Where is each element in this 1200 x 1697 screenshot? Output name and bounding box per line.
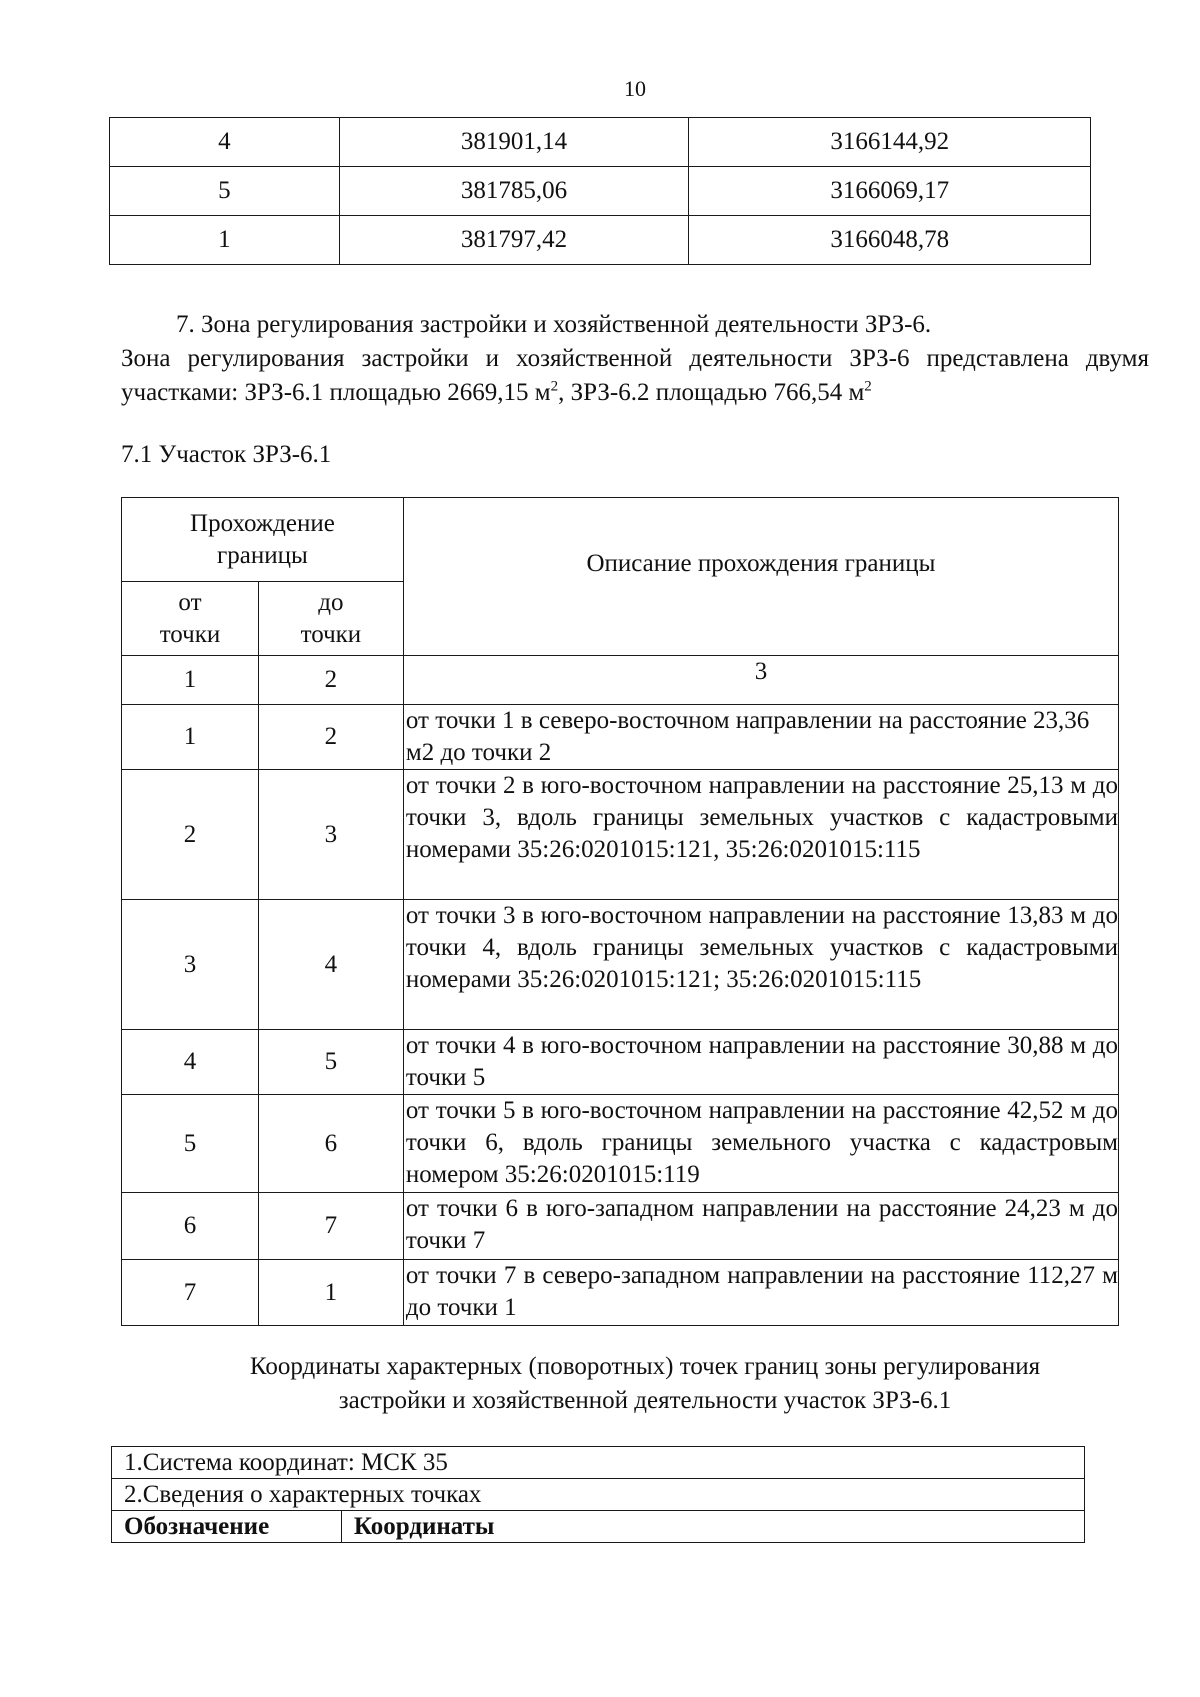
caption-line: застройки и хозяйственной деятельности участок ЗРЗ-6.1	[338, 1387, 952, 1414]
coordinate-y: 3166144,92	[689, 118, 1091, 167]
header-designation: Обозначение	[112, 1511, 342, 1543]
table-row	[122, 900, 1119, 1030]
coordinate-x: 381785,06	[339, 167, 689, 216]
boundary-description: от точки 3 в юго-восточном направлении на расстояние 13,83 м до точки 4, вдоль границы земельных участков с кадастровыми номерами 35:26:0201015:121; 35:26:0201015:115	[403, 900, 1118, 1030]
superscript: 2	[550, 378, 559, 395]
coordinate-system: 1.Система координат: МСК 35	[112, 1447, 1085, 1479]
column-number: 2	[258, 656, 403, 705]
column-numbers-row	[122, 656, 1119, 705]
coordinate-y: 3166069,17	[689, 167, 1091, 216]
table-row	[122, 1193, 1119, 1260]
points-info: 2.Сведения о характерных точках	[112, 1479, 1085, 1511]
coordinate-x: 381901,14	[339, 118, 689, 167]
to-point: 2	[258, 705, 403, 770]
to-point: 7	[258, 1193, 403, 1260]
section-body	[121, 342, 1149, 410]
from-point: 1	[122, 705, 259, 770]
point-number: 1	[110, 216, 340, 265]
coordinates-caption	[0, 1350, 1200, 1418]
point-number: 5	[110, 167, 340, 216]
table-header-row	[112, 1511, 1085, 1543]
from-point: 3	[122, 900, 259, 1030]
page-number: 10	[624, 76, 646, 101]
to-point: 3	[258, 770, 403, 900]
boundary-description: от точки 6 в юго-западном направлении на расстояние 24,23 м до точки 7	[403, 1193, 1118, 1260]
header-boundary-passage: Прохождение границы	[122, 498, 404, 582]
table-row	[122, 1030, 1119, 1095]
coordinate-y: 3166048,78	[689, 216, 1091, 265]
header-boundary-description: Описание прохождения границы	[403, 498, 1118, 656]
table-row	[122, 705, 1119, 770]
header-coordinates: Координаты	[341, 1511, 1084, 1543]
boundary-description: от точки 7 в северо-западном направлении на расстояние 112,27 м до точки 1	[403, 1260, 1118, 1326]
from-point: 4	[122, 1030, 259, 1095]
from-point: 2	[122, 770, 259, 900]
to-point: 1	[258, 1260, 403, 1326]
boundary-description: от точки 2 в юго-восточном направлении на расстояние 25,13 м до точки 3, вдоль границы земельных участков с кадастровыми номерами 35:26:0201015:121, 35:26:0201015:115	[403, 770, 1118, 900]
boundary-description: от точки 4 в юго-восточном направлении на расстояние 30,88 м до точки 5	[403, 1030, 1118, 1095]
header-to-point: до точки	[258, 582, 403, 656]
boundary-description: от точки 1 в северо-восточном направлении на расстояние 23,36 м2 до точки 2	[403, 705, 1118, 770]
to-point: 6	[258, 1095, 403, 1193]
coordinate-x: 381797,42	[339, 216, 689, 265]
to-point: 5	[258, 1030, 403, 1095]
table-row	[122, 1260, 1119, 1326]
column-number: 3	[403, 656, 1118, 705]
section-title: 7. Зона регулирования застройки и хозяйственной деятельности ЗРЗ-6.	[176, 311, 932, 338]
from-point: 5	[122, 1095, 259, 1193]
caption-line: Координаты характерных (поворотных) точек границ зоны регулирования	[249, 1353, 1041, 1380]
table-row	[112, 1447, 1085, 1479]
table-row	[110, 167, 1091, 216]
table-row	[112, 1479, 1085, 1511]
coordinates-table-continuation	[109, 117, 1091, 265]
table-header-row	[122, 498, 1119, 582]
section-body-part2: , ЗРЗ-6.2 площадью 766,54 м	[558, 379, 865, 406]
to-point: 4	[258, 900, 403, 1030]
boundary-description-table	[121, 497, 1119, 1326]
column-number: 1	[122, 656, 259, 705]
table-row	[110, 118, 1091, 167]
subsection-title: 7.1 Участок ЗРЗ-6.1	[121, 441, 332, 468]
table-row	[122, 770, 1119, 900]
table-row	[110, 216, 1091, 265]
header-from-point: от точки	[122, 582, 259, 656]
point-number: 4	[110, 118, 340, 167]
from-point: 7	[122, 1260, 259, 1326]
from-point: 6	[122, 1193, 259, 1260]
boundary-description: от точки 5 в юго-восточном направлении на расстояние 42,52 м до точки 6, вдоль границы земельного участка с кадастровым номером 35:26:0201015:119	[403, 1095, 1118, 1193]
section-body-part1: Зона регулирования застройки и хозяйственной деятельности ЗРЗ-6 представлена двумя участками: ЗРЗ-6.1 площадью 2669,15 м	[121, 345, 1149, 406]
coordinate-system-table	[111, 1446, 1085, 1543]
table-row	[122, 1095, 1119, 1193]
superscript: 2	[864, 378, 872, 395]
